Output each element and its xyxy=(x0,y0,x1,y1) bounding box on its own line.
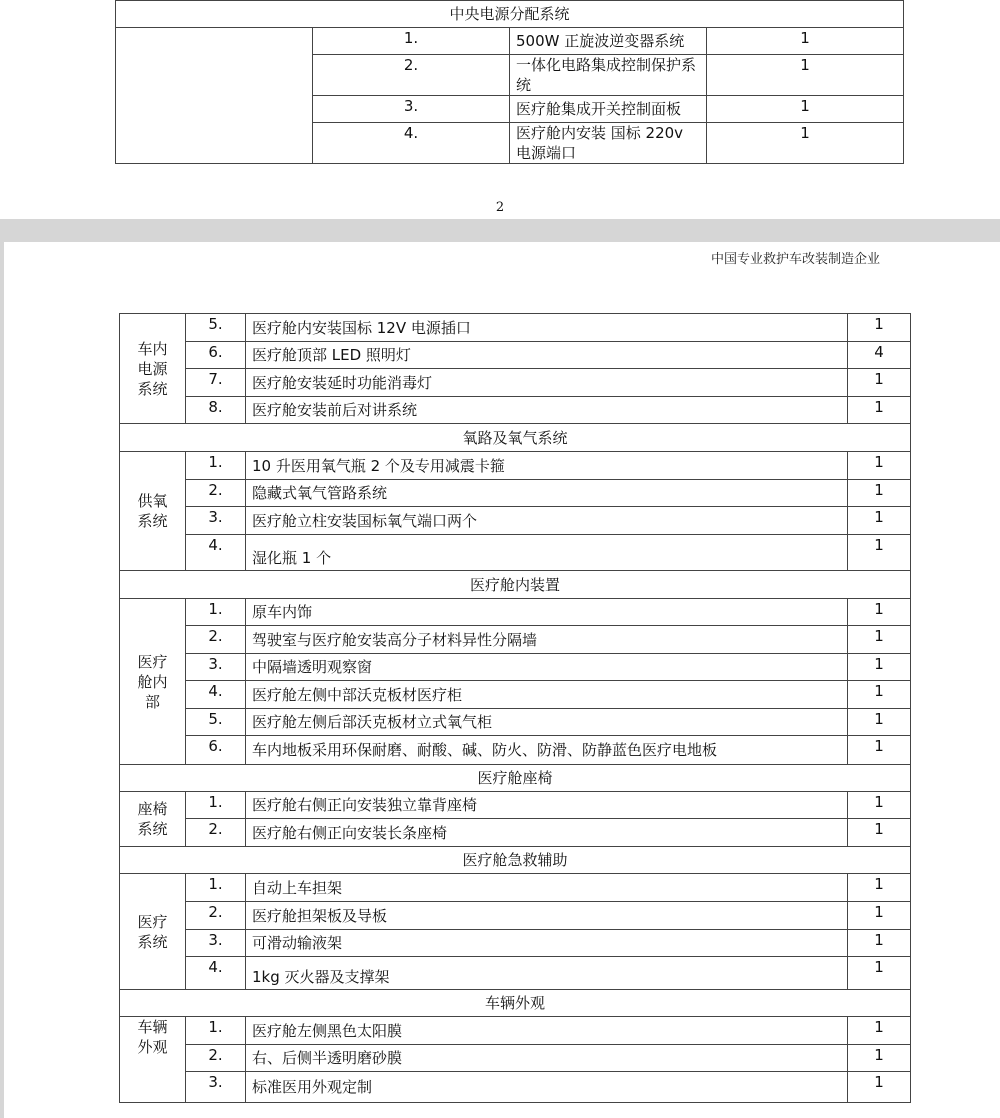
category-cell xyxy=(120,874,186,990)
row-number: 1. xyxy=(313,28,510,55)
category-label-line: 电源 xyxy=(137,359,168,378)
category-label-line: 系统 xyxy=(137,379,168,398)
item-name: 右、后侧半透明磨砂膜 xyxy=(246,1045,848,1072)
category-label-line: 车内 xyxy=(137,339,168,358)
section-title: 车辆外观 xyxy=(120,990,911,1017)
item-quantity: 1 xyxy=(848,626,911,654)
item-quantity: 1 xyxy=(848,930,911,957)
item-name: 湿化瓶 1 个 xyxy=(246,535,848,571)
category-cell xyxy=(120,1017,186,1103)
row-number: 5. xyxy=(186,314,246,342)
item-quantity: 1 xyxy=(848,681,911,709)
row-number: 1. xyxy=(186,452,246,480)
item-quantity: 1 xyxy=(707,28,904,55)
row-number: 1. xyxy=(186,792,246,819)
item-name: 医疗舱内安装 国标 220v 电源端口 xyxy=(510,123,707,164)
item-quantity: 1 xyxy=(707,123,904,164)
section-title: 医疗舱内装置 xyxy=(120,571,911,599)
row-number: 3. xyxy=(186,930,246,957)
item-name: 医疗舱内安装国标 12V 电源插口 xyxy=(246,314,848,342)
row-number: 1. xyxy=(186,599,246,626)
section-title: 医疗舱急救辅助 xyxy=(120,847,911,874)
item-quantity: 1 xyxy=(848,1072,911,1103)
row-number: 2. xyxy=(186,1045,246,1072)
item-quantity: 1 xyxy=(848,1045,911,1072)
row-number: 8. xyxy=(186,397,246,424)
item-quantity: 1 xyxy=(707,55,904,96)
section-title: 中央电源分配系统 xyxy=(116,1,904,28)
row-number: 3. xyxy=(313,96,510,123)
item-quantity: 1 xyxy=(848,314,911,342)
item-name: 医疗舱集成开关控制面板 xyxy=(510,96,707,123)
item-quantity: 4 xyxy=(848,342,911,369)
row-number: 7. xyxy=(186,369,246,397)
row-number: 3. xyxy=(186,1072,246,1103)
item-quantity: 1 xyxy=(848,902,911,930)
row-number: 2. xyxy=(313,55,510,96)
category-label-line: 供氧 xyxy=(137,492,168,510)
page-separator xyxy=(0,219,1000,242)
item-name: 医疗舱左侧后部沃克板材立式氧气柜 xyxy=(246,709,848,736)
row-number: 2. xyxy=(186,626,246,654)
category-label-line: 车辆 xyxy=(137,1018,168,1036)
row-number: 3. xyxy=(186,654,246,681)
item-quantity: 1 xyxy=(848,599,911,626)
item-quantity: 1 xyxy=(848,397,911,424)
category-label-line: 系统 xyxy=(137,512,168,530)
row-number: 2. xyxy=(186,480,246,507)
item-name: 医疗舱担架板及导板 xyxy=(246,902,848,930)
item-name: 医疗舱右侧正向安装长条座椅 xyxy=(246,819,848,847)
category-cell xyxy=(120,599,186,765)
section-title: 医疗舱座椅 xyxy=(120,765,911,792)
item-quantity: 1 xyxy=(848,819,911,847)
item-name: 医疗舱立柱安装国标氧气端口两个 xyxy=(246,507,848,535)
item-name: 可滑动输液架 xyxy=(246,930,848,957)
row-number: 1. xyxy=(186,874,246,902)
item-quantity: 1 xyxy=(848,736,911,765)
category-label-line: 医疗 xyxy=(137,652,168,671)
item-name: 一体化电路集成控制保护系统 xyxy=(510,55,707,96)
item-name: 医疗舱左侧中部沃克板材医疗柜 xyxy=(246,681,848,709)
item-quantity: 1 xyxy=(707,96,904,123)
category-cell xyxy=(120,314,186,424)
item-quantity: 1 xyxy=(848,452,911,480)
item-name: 中隔墙透明观察窗 xyxy=(246,654,848,681)
item-name: 医疗舱安装前后对讲系统 xyxy=(246,397,848,424)
category-cell xyxy=(120,792,186,847)
item-name: 1kg 灭火器及支撑架 xyxy=(246,957,848,990)
category-label-line: 外观 xyxy=(137,1038,168,1056)
category-label-line: 舱内 xyxy=(137,672,168,691)
equipment-table-page-1 xyxy=(115,0,904,164)
item-name: 医疗舱安装延时功能消毒灯 xyxy=(246,369,848,397)
page-number: 2 xyxy=(495,200,505,215)
item-quantity: 1 xyxy=(848,957,911,990)
row-number: 4. xyxy=(313,123,510,164)
item-quantity: 1 xyxy=(848,480,911,507)
category-label-line: 系统 xyxy=(137,820,168,838)
row-number: 6. xyxy=(186,342,246,369)
category-label-line: 座椅 xyxy=(137,800,168,818)
item-quantity: 1 xyxy=(848,507,911,535)
item-name: 原车内饰 xyxy=(246,599,848,626)
item-quantity: 1 xyxy=(848,1017,911,1045)
equipment-table-page-2 xyxy=(119,313,911,1103)
row-number: 2. xyxy=(186,902,246,930)
item-quantity: 1 xyxy=(848,709,911,736)
item-quantity: 1 xyxy=(848,535,911,571)
row-number: 2. xyxy=(186,819,246,847)
item-quantity: 1 xyxy=(848,874,911,902)
item-name: 医疗舱左侧黑色太阳膜 xyxy=(246,1017,848,1045)
page-header: 中国专业救护车改装制造企业 xyxy=(710,252,880,267)
document-page-1 xyxy=(0,0,1000,219)
item-name: 标准医用外观定制 xyxy=(246,1072,848,1103)
row-number: 6. xyxy=(186,736,246,765)
category-label-line: 部 xyxy=(144,692,160,711)
item-name: 医疗舱顶部 LED 照明灯 xyxy=(246,342,848,369)
item-name: 自动上车担架 xyxy=(246,874,848,902)
row-number: 3. xyxy=(186,507,246,535)
item-quantity: 1 xyxy=(848,792,911,819)
item-name: 隐藏式氧气管路系统 xyxy=(246,480,848,507)
item-quantity: 1 xyxy=(848,654,911,681)
category-label-line: 系统 xyxy=(137,932,168,951)
row-number: 4. xyxy=(186,681,246,709)
section-title: 氧路及氧气系统 xyxy=(120,424,911,452)
item-name: 10 升医用氧气瓶 2 个及专用减震卡箍 xyxy=(246,452,848,480)
item-name: 车内地板采用环保耐磨、耐酸、碱、防火、防滑、防静蓝色医疗电地板 xyxy=(246,736,848,765)
row-number: 4. xyxy=(186,957,246,990)
category-label-line: 医疗 xyxy=(137,912,168,931)
row-number: 4. xyxy=(186,535,246,571)
document-page-2 xyxy=(0,242,1000,1118)
item-quantity: 1 xyxy=(848,369,911,397)
item-name: 医疗舱右侧正向安装独立靠背座椅 xyxy=(246,792,848,819)
item-name: 驾驶室与医疗舱安装高分子材料异性分隔墙 xyxy=(246,626,848,654)
item-name: 500W 正旋波逆变器系统 xyxy=(510,28,707,55)
category-cell xyxy=(116,28,313,164)
row-number: 1. xyxy=(186,1017,246,1045)
category-cell xyxy=(120,452,186,571)
row-number: 5. xyxy=(186,709,246,736)
